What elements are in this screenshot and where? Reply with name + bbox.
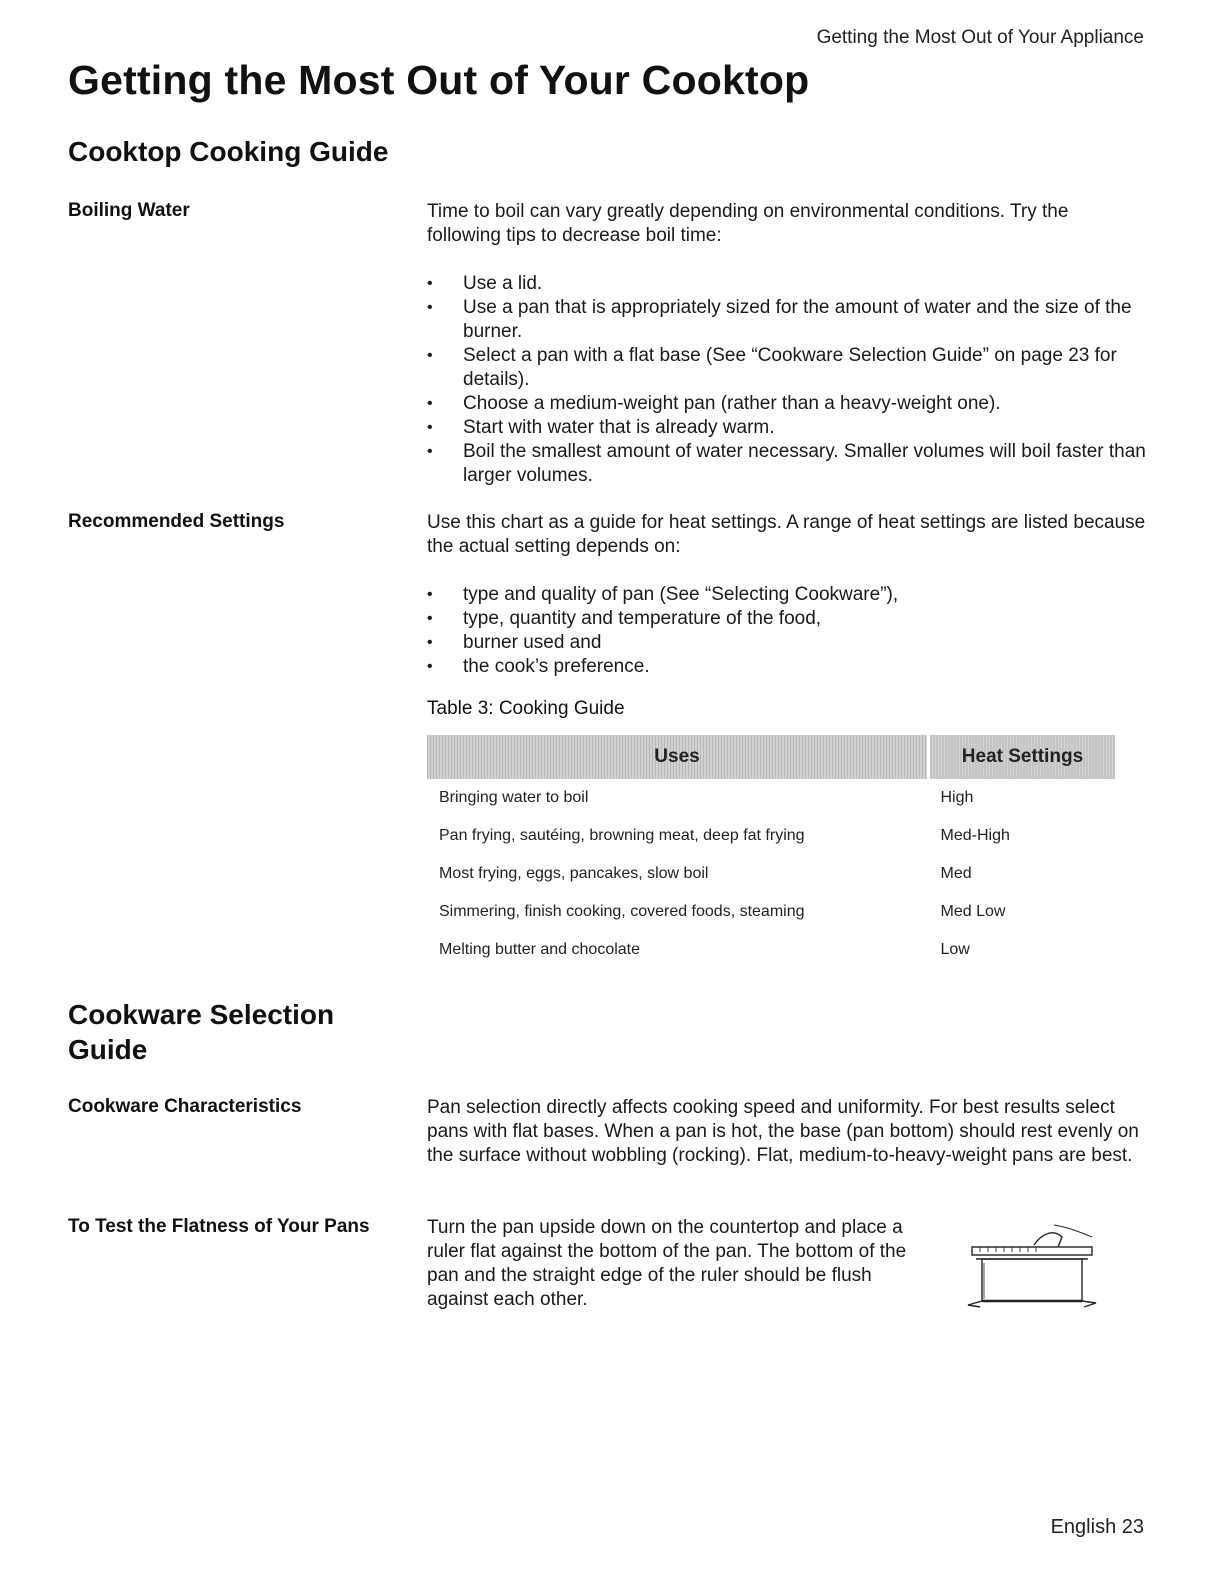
hand	[1034, 1233, 1062, 1247]
table-row	[427, 855, 1115, 893]
list-item: • Choose a medium-weight pan (rather than a heavy-weight one).	[427, 392, 1147, 416]
ruler	[972, 1247, 1092, 1255]
list-item: • Start with water that is already warm.	[427, 416, 1147, 440]
section-title-cookware-guide	[68, 997, 334, 1067]
inverted-pan-body	[982, 1259, 1082, 1301]
cell-use: Bringing water to boil	[439, 789, 589, 806]
label-flatness-test: To Test the Flatness of Your Pans	[68, 1216, 370, 1237]
page-title: Getting the Most Out of Your Cooktop	[68, 57, 810, 103]
list-item: • burner used and	[427, 631, 1147, 655]
cell-heat: Med	[940, 865, 972, 882]
column-header-uses: Uses	[427, 735, 929, 779]
list-item: • Use a lid.	[427, 272, 1147, 296]
cell-heat: Med Low	[940, 903, 1006, 920]
cell-heat: High	[940, 789, 974, 806]
cell-use: Melting butter and chocolate	[439, 941, 641, 958]
recommended-settings-intro: Use this chart as a guide for heat settings. A range of heat settings are listed because the actual setting depends on:	[427, 512, 1146, 557]
flatness-test-content	[427, 1216, 932, 1312]
ruler-on-pan-illustration	[962, 1217, 1102, 1317]
column-header-heat-settings: Heat Settings	[929, 735, 1116, 779]
list-item: • Use a pan that is appropriately sized for the amount of water and the size of the burner.	[427, 296, 1147, 344]
label-cookware-characteristics: Cookware Characteristics	[68, 1096, 302, 1117]
table-row	[427, 931, 1115, 969]
cookware-characteristics-text: Pan selection directly affects cooking speed and uniformity. For best results select pans with flat bases. When a pan is hot, the base (pan bottom) should rest evenly on the surface without wobbling (rocking). Flat, medium-to-heavy-weight pans are best.	[427, 1097, 1139, 1166]
cell-use: Simmering, finish cooking, covered foods, steaming	[439, 903, 805, 920]
cell-use: Pan frying, sautéing, browning meat, deep fat frying	[439, 827, 805, 844]
table-row	[427, 779, 1115, 817]
settings-factors-list	[427, 583, 1147, 679]
table-caption: Table 3: Cooking Guide	[427, 698, 625, 719]
table-row	[427, 893, 1115, 931]
list-item: • type, quantity and temperature of the food,	[427, 607, 1147, 631]
cell-heat: Low	[940, 941, 970, 958]
section-title-line: Guide	[68, 1034, 148, 1065]
boiling-water-intro: Time to boil can vary greatly depending on environmental conditions. Try the following tips to decrease boil time:	[427, 201, 1069, 246]
label-boiling-water: Boiling Water	[68, 200, 190, 221]
pan-handle-right	[1082, 1301, 1096, 1307]
cooking-guide-table	[427, 735, 1115, 969]
running-header: Getting the Most Out of Your Appliance	[816, 27, 1144, 48]
table-row	[427, 817, 1115, 855]
table-header-row	[427, 735, 1115, 779]
list-item: • Boil the smallest amount of water necessary. Smaller volumes will boil faster than larger volumes.	[427, 440, 1147, 488]
list-item: • type and quality of pan (See “Selecting Cookware”),	[427, 583, 1147, 607]
cell-use: Most frying, eggs, pancakes, slow boil	[439, 865, 709, 882]
list-item: • the cook’s preference.	[427, 655, 1147, 679]
list-item: • Select a pan with a flat base (See “Cookware Selection Guide” on page 23 for details).	[427, 344, 1147, 392]
recommended-settings-content	[427, 511, 1147, 679]
section-title-cooktop-guide: Cooktop Cooking Guide	[68, 136, 389, 167]
label-recommended-settings: Recommended Settings	[68, 511, 285, 532]
section-title-line: Cookware Selection	[68, 999, 335, 1030]
cell-heat: Med-High	[940, 827, 1010, 844]
boiling-tips-list	[427, 272, 1147, 488]
pan-handle-left	[968, 1301, 982, 1307]
boiling-water-content	[427, 200, 1147, 488]
cookware-characteristics-content	[427, 1096, 1147, 1168]
page-number: English 23	[1050, 1516, 1144, 1538]
flatness-test-text: Turn the pan upside down on the countertop and place a ruler flat against the bottom of the pan. The bottom of the pan and the straight edge of the ruler should be flush against each other.	[427, 1217, 907, 1310]
